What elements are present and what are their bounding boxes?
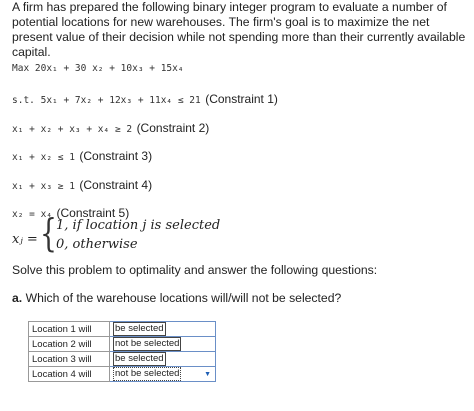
location-2-select[interactable] (110, 337, 216, 352)
left-brace-icon: { (40, 211, 57, 255)
table-row (29, 322, 216, 337)
constraint-expr: x₁ + x₂ ≤ 1 (12, 152, 75, 163)
question-a (12, 291, 341, 305)
location-3-select[interactable] (110, 352, 216, 367)
constraint-expr: s.t. 5x₁ + 7x₂ + 12x₃ + 11x₄ ≤ 21 (12, 95, 201, 106)
variable-case-1: 1, if location j is selected (56, 218, 221, 233)
selected-value[interactable]: not be selected (115, 368, 180, 379)
select-wrapper[interactable] (113, 367, 212, 381)
solve-instruction: Solve this problem to optimality and answer the following questions: (12, 263, 378, 277)
constraint-expr: x₁ + x₃ ≥ 1 (12, 181, 75, 192)
constraint-2 (12, 119, 209, 137)
table-row (29, 337, 216, 352)
location-label: Location 3 will (29, 352, 110, 367)
constraint-label: (Constraint 4) (79, 178, 153, 192)
question-letter: a. (12, 291, 23, 305)
location-label: Location 4 will (29, 367, 110, 382)
constraint-label: (Constraint 2) (136, 121, 210, 135)
selected-value[interactable]: not be selected (115, 338, 180, 349)
location-label: Location 2 will (29, 337, 110, 352)
selected-value[interactable]: be selected (115, 353, 164, 364)
answer-table (28, 321, 216, 382)
variable-case-2: 0, otherwise (56, 237, 138, 252)
selected-value[interactable]: be selected (115, 323, 164, 334)
caret-down-icon[interactable]: ▼ (204, 370, 211, 378)
table-row (29, 352, 216, 367)
location-label: Location 1 will (29, 322, 110, 337)
constraint-label: (Constraint 3) (79, 149, 153, 163)
constraint-4 (12, 176, 152, 194)
constraint-3 (12, 147, 152, 165)
objective-function: Max 20x₁ + 30 x₂ + 10x₃ + 15x₄ (12, 63, 184, 74)
variable-definition-lhs: xⱼ = (12, 232, 38, 247)
location-1-select[interactable] (110, 322, 216, 337)
problem-intro: A firm has prepared the following binary integer program to evaluate a number of potential locations for new warehouses. The firm's goal is to maximize the net present value of their decision while not spending more than their currently available capital. (12, 0, 466, 59)
table-row (29, 367, 216, 382)
constraint-label: (Constraint 5) (56, 206, 130, 220)
question-text: Which of the warehouse locations will/will not be selected? (25, 291, 342, 305)
constraint-label: (Constraint 1) (205, 92, 278, 106)
location-4-select[interactable] (110, 367, 216, 382)
constraint-expr: x₁ + x₂ + x₃ + x₄ ≥ 2 (12, 124, 133, 135)
constraint-expr: x₂ = x₄ (12, 209, 53, 220)
constraint-1 (12, 90, 278, 108)
